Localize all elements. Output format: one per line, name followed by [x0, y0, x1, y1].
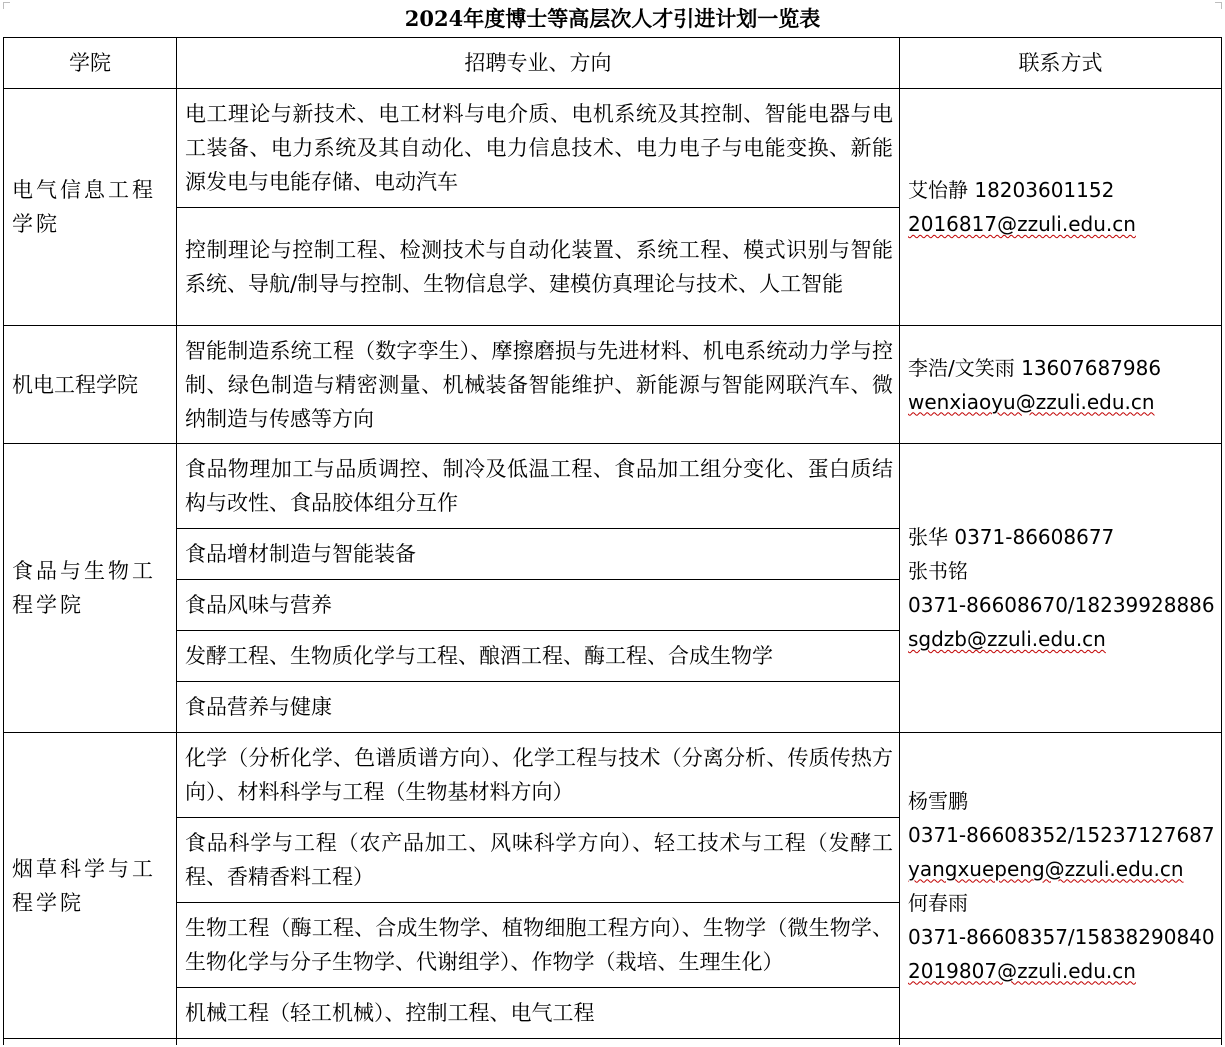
header-college: 学院 — [4, 38, 177, 89]
header-contact: 联系方式 — [900, 38, 1222, 89]
table-row — [4, 1039, 1222, 1046]
major-cell: 食品物理加工与品质调控、制冷及低温工程、食品加工组分变化、蛋白质结构与改性、食品胶体组分互作 — [177, 444, 900, 529]
major-cell: 化学（分析化学、色谱质谱方向）、化学工程与技术（分离分析、传质传热方向）、材料科学与工程（生物基材料方向） — [177, 733, 900, 818]
contact-name-phone: 艾怡静 18203601152 — [908, 178, 1115, 202]
contact-name: 杨雪鹏 — [908, 788, 968, 813]
contact-name-phone: 张华 0371-86608677 — [908, 525, 1115, 549]
college-name: 烟草科学与工程学院 — [4, 733, 177, 1039]
contact-phone: 0371-86608352/15237127687 — [908, 822, 1215, 847]
contact-phone: 0371-86608670/18239928886 — [908, 593, 1215, 617]
empty-cell — [900, 1039, 1222, 1046]
contact-name: 何春雨 — [908, 890, 968, 915]
contact-phone: 0371-86608357/15838290840 — [908, 924, 1215, 949]
talent-plan-table — [3, 37, 1222, 1045]
major-cell: 生物工程（酶工程、合成生物学、植物细胞工程方向）、生物学（微生物学、生物化学与分子生物学、代谢组学）、作物学（栽培、生理生化） — [177, 903, 900, 988]
major-cell: 机械工程（轻工机械）、控制工程、电气工程 — [177, 988, 900, 1039]
major-cell: 食品营养与健康 — [177, 682, 900, 733]
major-cell: 食品科学与工程（农产品加工、风味科学方向）、轻工技术与工程（发酵工程、香精香料工程） — [177, 818, 900, 903]
major-cell: 发酵工程、生物质化学与工程、酿酒工程、酶工程、合成生物学 — [177, 631, 900, 682]
contact-email[interactable]: sgdzb@zzuli.edu.cn — [908, 627, 1106, 651]
table-row — [4, 326, 1222, 444]
table-row — [4, 444, 1222, 529]
contact-name: 张书铭 — [908, 559, 968, 583]
contact-name-phone: 李浩/文笑雨 13607687986 — [908, 355, 1162, 380]
empty-cell — [4, 1039, 177, 1046]
table-header-row — [4, 38, 1222, 89]
major-cell: 智能制造系统工程（数字孪生）、摩擦磨损与先进材料、机电系统动力学与控制、绿色制造与精密测量、机械装备智能维护、新能源与智能网联汽车、微纳制造与传感等方向 — [177, 326, 900, 444]
major-cell: 食品增材制造与智能装备 — [177, 529, 900, 580]
contact-cell — [900, 326, 1222, 444]
contact-email[interactable]: yangxuepeng@zzuli.edu.cn — [908, 856, 1184, 881]
college-name: 机电工程学院 — [4, 326, 177, 444]
contact-cell — [900, 89, 1222, 326]
major-cell: 电工理论与新技术、电工材料与电介质、电机系统及其控制、智能电器与电工装备、电力系统及其自动化、电力信息技术、电力电子与电能变换、新能源发电与电能存储、电动汽车 — [177, 89, 900, 208]
contact-email[interactable]: 2019807@zzuli.edu.cn — [908, 958, 1136, 983]
college-name: 电气信息工程学院 — [4, 89, 177, 326]
header-major: 招聘专业、方向 — [177, 38, 900, 89]
major-cell: 控制理论与控制工程、检测技术与自动化装置、系统工程、模式识别与智能系统、导航/制导与控制、生物信息学、建模仿真理论与技术、人工智能 — [177, 208, 900, 326]
major-cell: 食品风味与营养 — [177, 580, 900, 631]
college-name: 食品与生物工程学院 — [4, 444, 177, 733]
table-row — [4, 89, 1222, 208]
page-title: 2024年度博士等高层次人才引进计划一览表 — [404, 6, 821, 31]
empty-cell — [177, 1039, 900, 1046]
contact-cell — [900, 733, 1222, 1039]
contact-email[interactable]: 2016817@zzuli.edu.cn — [908, 212, 1136, 236]
contact-email[interactable]: wenxiaoyu@zzuli.edu.cn — [908, 389, 1155, 414]
table-row — [4, 733, 1222, 818]
contact-cell — [900, 444, 1222, 733]
